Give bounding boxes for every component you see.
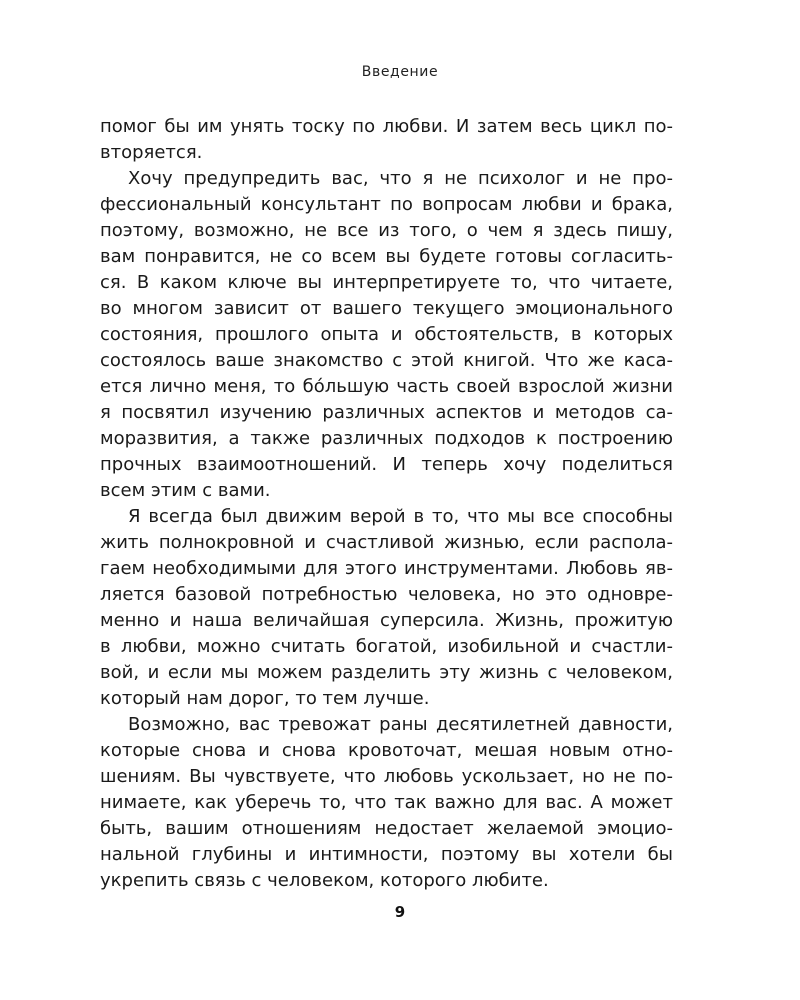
text-line: гаем необходимыми для этого инструментами. Любовь яв- xyxy=(100,558,673,579)
paragraph xyxy=(100,166,673,504)
text-line: вой, и если мы можем разделить эту жизнь с человеком, xyxy=(100,662,673,683)
text-line: состоялось ваше знакомство с этой книгой. Что же каса- xyxy=(100,350,673,371)
text-line: менно и наша величайшая суперсила. Жизнь, прожитую xyxy=(100,610,673,631)
text-line: ляется базовой потребностью человека, но это одновре- xyxy=(100,584,673,605)
text-line: нимаете, как уберечь то, что так важно для вас. А может xyxy=(100,792,673,813)
text-line: укрепить связь с человеком, которого любите. xyxy=(100,870,549,891)
text-line: состояния, прошлого опыта и обстоятельств, в которых xyxy=(100,324,673,345)
text-line: Хочу предупредить вас, что я не психолог и не про- xyxy=(128,168,673,189)
text-line: прочных взаимоотношений. И теперь хочу поделиться xyxy=(100,454,673,475)
text-line: который нам дорог, то тем лучше. xyxy=(100,688,430,709)
text-line: вторяется. xyxy=(100,142,203,163)
text-line: жить полнокровной и счастливой жизнью, если распола- xyxy=(100,532,673,553)
body-text xyxy=(100,114,673,894)
running-header: Введение xyxy=(361,64,439,80)
text-line: во многом зависит от вашего текущего эмоционального xyxy=(100,298,673,319)
paragraph xyxy=(100,114,673,166)
text-line: фессиональный консультант по вопросам любви и брака, xyxy=(100,194,673,215)
text-line: которые снова и снова кровоточат, мешая новым отно- xyxy=(100,740,673,761)
text-line: в любви, можно считать богатой, изобильной и счастли- xyxy=(100,636,673,657)
text-line: быть, вашим отношениям недостает желаемой эмоцио- xyxy=(100,818,673,839)
paragraph xyxy=(100,504,673,712)
text-line: поэтому, возможно, не все из того, о чем я здесь пишу, xyxy=(100,220,673,241)
text-line: Я всегда был движим верой в то, что мы все способны xyxy=(128,506,673,527)
text-line: я посвятил изучению различных аспектов и методов са- xyxy=(100,402,673,423)
text-line: ся. В каком ключе вы интерпретируете то, что читаете, xyxy=(100,272,673,293)
text-line: помог бы им унять тоску по любви. И затем весь цикл по- xyxy=(100,116,673,137)
text-line: нальной глубины и интимности, поэтому вы хотели бы xyxy=(100,844,673,865)
paragraph xyxy=(100,712,673,894)
text-line: вам понравится, не со всем вы будете готовы согласить- xyxy=(100,246,673,267)
text-line: шениям. Вы чувствуете, что любовь ускользает, но не по- xyxy=(100,766,673,787)
text-line: всем этим с вами. xyxy=(100,480,271,501)
text-line: Возможно, вас тревожат раны десятилетней давности, xyxy=(128,714,673,735)
page-number: 9 xyxy=(394,903,406,921)
text-line: моразвития, а также различных подходов к построению xyxy=(100,428,673,449)
text-line: ется лично меня, то бóльшую часть своей взрослой жизни xyxy=(100,376,673,397)
